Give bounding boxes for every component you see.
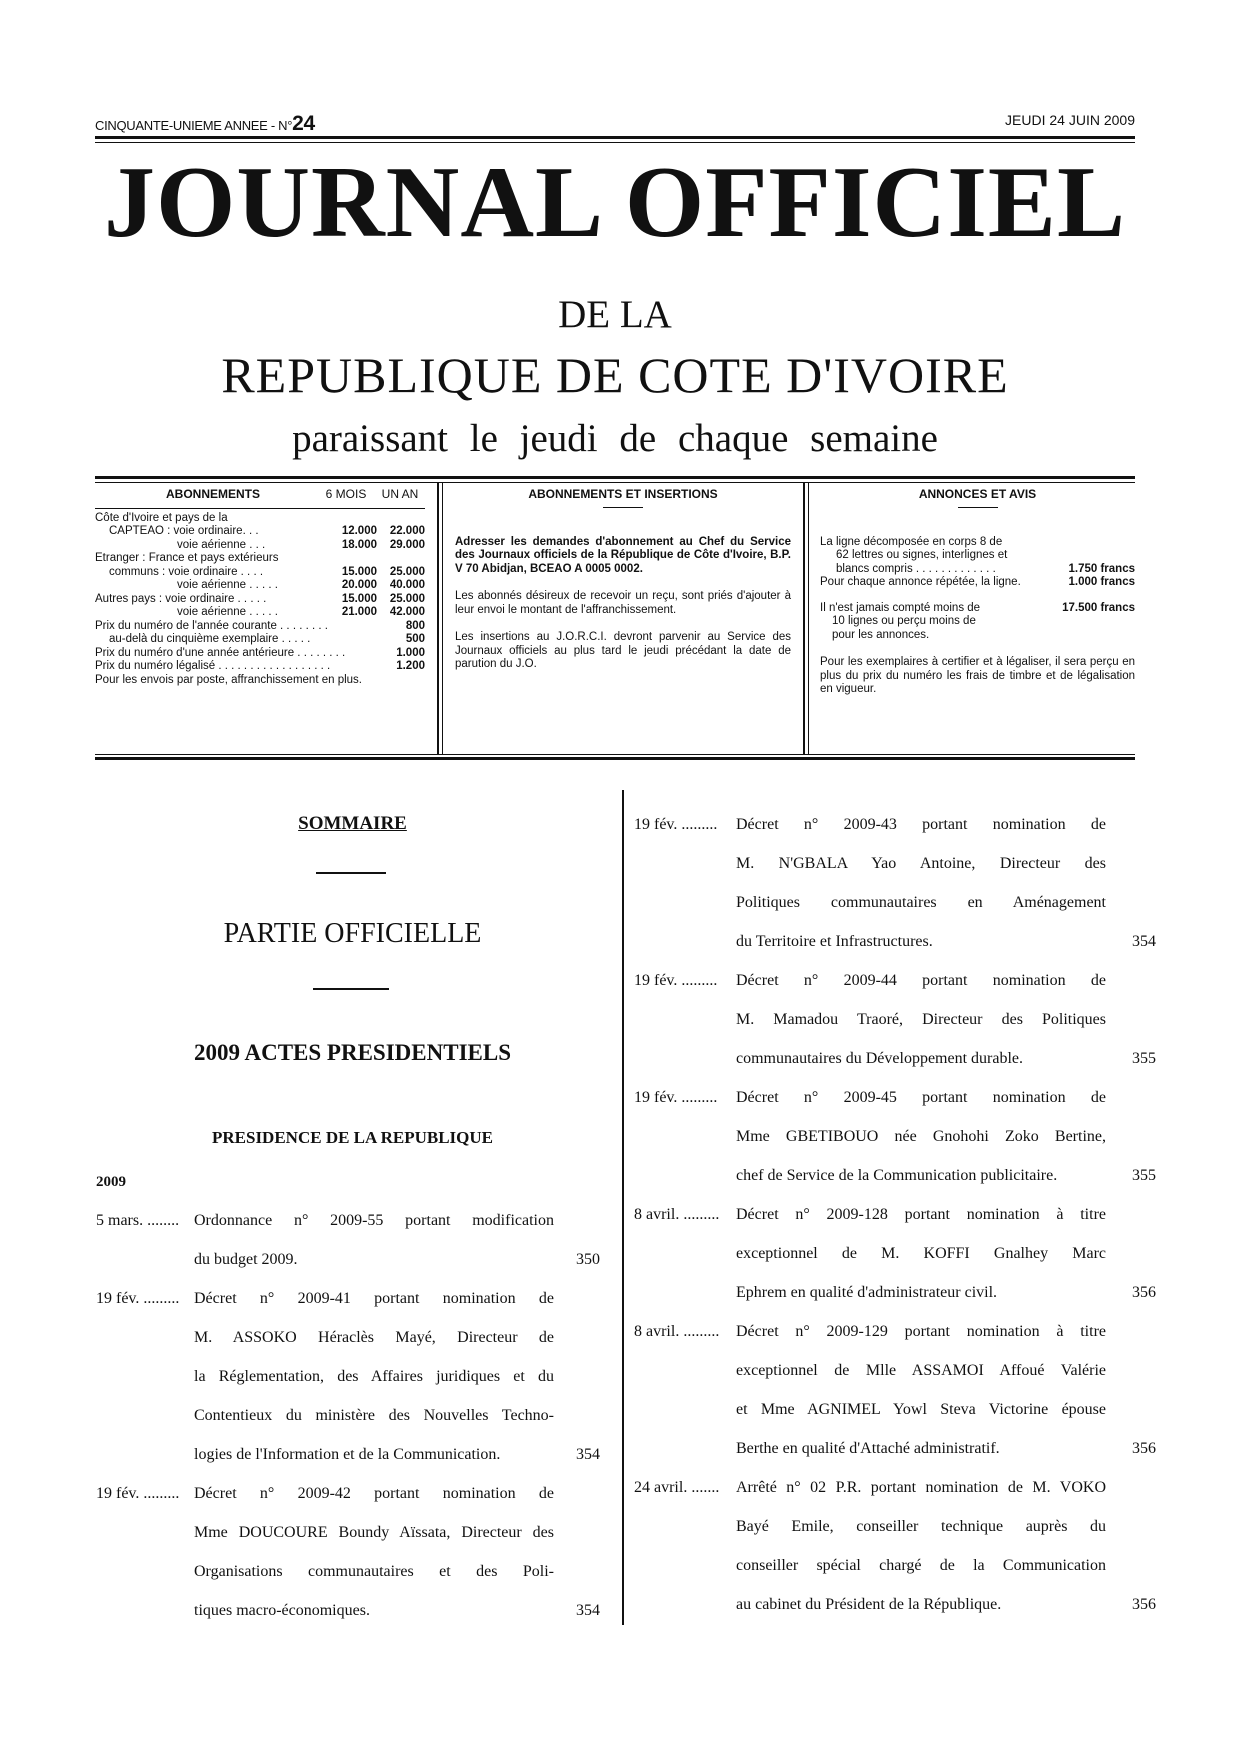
sommaire-entry [96,1201,600,1279]
entry-text [194,1279,554,1474]
partie-rule [313,988,389,990]
journal-title: JOURNAL OFFICIEL [104,146,1126,259]
abonnements-row [95,566,425,580]
entry-line: Berthe en qualité d'Attaché administratif. [736,1440,1000,1457]
entry-date: 19 fév. ......... [634,1089,718,1106]
annonces-row-5 [820,602,1135,616]
abonnements-unan-value [377,512,425,526]
abonnements-row [95,633,425,647]
insertions-receipt: Les abonnés désireux de recevoir un reçu, sont priés d'ajouter à leur envoi le montant de l'affranchissement. [455,590,791,616]
box-bottom-rule [95,757,1135,760]
entry-line: Organisations communautaires et des Poli- [194,1563,554,1580]
box-divider-1b [442,482,443,754]
insertions-box [455,488,791,744]
abonnements-row [95,552,425,566]
annonces-line-6: 10 lignes ou perçu moins de [832,615,976,627]
abonnements-unan-value: 25.000 [389,592,425,605]
entry-line: Décret n° 2009-45 portant nomination de [736,1089,1106,1106]
abonnements-6mois-value: 15.000 [341,565,377,578]
entry-line: exceptionnel de M. KOFFI Gnalhey Marc [736,1245,1106,1262]
entry-line: exceptionnel de Mlle ASSAMOI Affoué Valérie [736,1362,1106,1379]
entry-line: Ephrem en qualité d'administrateur civil. [736,1284,998,1301]
annonces-line-7: pour les annonces. [832,628,930,641]
annonces-box [820,488,1135,744]
actes-presidentiels: 2009 ACTES PRESIDENTIELS [194,1040,511,1065]
entry-text [194,1201,554,1279]
entry-date: 19 fév. ......... [634,972,718,989]
box-divider-2 [803,482,805,754]
entry-page: 354 [576,1602,600,1619]
insertions-heading: ABONNEMENTS ET INSERTIONS [528,487,718,501]
entry-date: 19 fév. ......... [634,816,718,833]
entry-date: 24 avril. ....... [634,1479,720,1496]
annonces-price-2: 1.000 francs [1068,576,1135,588]
sommaire-entry [96,1279,600,1474]
box-top-rule [95,476,1135,479]
sommaire-entry [634,961,1156,1078]
sommaire-entry [634,805,1156,961]
abonnements-unan-value: 40.000 [389,579,425,591]
abonnements-6mois-value [322,633,377,647]
abonnements-6mois-value [330,660,381,674]
entry-text [736,1312,1106,1468]
sommaire-entry [634,1078,1156,1195]
sommaire-entry [96,1474,600,1630]
box-bottom-rule-thin [95,754,1135,755]
entry-text [736,1468,1106,1624]
abonnements-unan-value: 800 [405,619,425,632]
de-la: DE LA [558,293,672,336]
abonnements-row [95,606,425,620]
abonnements-unan-value [396,674,425,688]
tagline: paraissant le jeudi de chaque semaine [292,417,938,460]
abonnements-row [95,593,425,607]
entry-line: M. N'GBALA Yao Antoine, Directeur des [736,855,1106,872]
edition-label: CINQUANTE-UNIEME ANNEE - N° [95,118,293,133]
entry-line: la Réglementation, des Affaires juridiques et du [194,1368,554,1385]
entry-line: du budget 2009. [194,1251,298,1268]
abonnements-underline-row [95,502,425,512]
annonces-certification: Pour les exemplaires à certifier et à légaliser, il sera perçu en plus du prix du numéro les frais de timbre et de légalisation en vigueur. [820,656,1135,695]
abonnements-6mois-value: 12.000 [341,525,377,537]
entry-page: 355 [1132,1167,1156,1184]
abonnements-row [95,647,425,661]
abonnements-row [95,525,425,539]
abonnements-label: Pour les envois par poste, affranchissement en plus. [95,673,362,686]
col-unan: UN AN [381,487,419,501]
abonnements-label: au-delà du cinquième exemplaire . . . . . [109,633,311,645]
entry-page: 356 [1132,1284,1156,1301]
entry-line: tiques macro-économiques. [194,1602,370,1619]
sommaire-rule [316,872,386,874]
entry-text [736,961,1106,1078]
abonnements-6mois-value [345,647,388,661]
abonnements-heading: ABONNEMENTS [165,487,260,501]
entry-line: Décret n° 2009-129 portant nomination à titre [736,1323,1106,1340]
header-rule-thin [95,142,1135,143]
edition-line [95,112,315,136]
entry-date: 8 avril. ......... [634,1206,720,1223]
annonces-line-5: Il n'est jamais compté moins de [820,601,981,614]
entry-date: 19 fév. ......... [96,1290,180,1307]
entry-date: 8 avril. ......... [634,1323,720,1340]
abonnements-unan-value: 25.000 [389,565,425,578]
entry-line: Décret n° 2009-128 portant nomination à titre [736,1206,1106,1223]
abonnements-6mois-value: 15.000 [341,592,377,605]
entry-page: 354 [1132,933,1156,950]
partie-officielle: PARTIE OFFICIELLE [223,918,482,949]
entry-text [736,805,1106,961]
entry-date: 5 mars. ........ [96,1212,180,1229]
abonnements-unan-value: 1.000 [396,646,425,659]
abonnements-unan-value: 42.000 [389,606,425,618]
insertions-deadline: Les insertions au J.O.R.C.I. devront parvenir au Service des Journaux officiels au plus tard le jeudi précédant la date de parution du J.O. [455,631,791,670]
entry-text [736,1195,1106,1312]
issue-date: JEUDI 24 JUIN 2009 [1005,112,1135,128]
entry-line: Contentieux du ministère des Nouvelles Techno- [194,1407,554,1424]
abonnements-underline [95,508,425,509]
annonces-line-2: 62 lettres ou signes, interlignes et [836,549,1008,561]
abonnements-unan-value: 500 [405,633,425,645]
insertions-address: Adresser les demandes d'abonnement au Chef du Service des Journaux officiels de la République de Côte d'Ivoire, B.P. V 70 Abidjan, BCEAO A 0005 0002. [455,535,791,575]
entry-line: conseiller spécial chargé de la Communication [736,1557,1106,1574]
entry-line: Décret n° 2009-42 portant nomination de [194,1485,554,1502]
entry-line: Mme GBETIBOUO née Gnohohi Zoko Bertine, [736,1128,1106,1145]
abonnements-label: Prix du numéro légalisé . . . . . . . . . . . . . . . . . . [95,660,331,672]
republic-name: REPUBLIQUE DE COTE D'IVOIRE [221,347,1009,403]
abonnements-label: Côte d'Ivoire et pays de la [95,511,228,524]
annonces-price-3: 17.500 francs [1062,601,1135,614]
entry-line: logies de l'Information et de la Communication. [194,1446,501,1463]
abonnements-6mois-value [322,552,377,566]
entry-line: communautaires du Développement durable. [736,1050,1024,1067]
abonnements-row [95,674,425,688]
abonnements-unan-value: 22.000 [389,525,425,537]
col-6mois: 6 MOIS [325,487,367,501]
abonnements-label: voie aérienne . . . [177,538,266,551]
header-rule [95,136,1135,139]
abonnements-unan-value: 1.200 [396,660,425,672]
abonnements-table [95,512,425,688]
sommaire-entry [634,1468,1156,1624]
entry-page: 350 [576,1251,600,1268]
entry-text [194,1474,554,1630]
presidence-heading: PRESIDENCE DE LA REPUBLIQUE [211,1128,494,1147]
entry-line: Mme DOUCOURE Boundy Aïssata, Directeur des [194,1524,554,1541]
entry-line: Décret n° 2009-44 portant nomination de [736,972,1106,989]
abonnements-label: Prix du numéro d'une année antérieure . . . . . . . . [95,646,346,659]
sommaire-entry [634,1312,1156,1468]
annonces-line-4: Pour chaque annonce répétée, la ligne. [820,576,1021,588]
abonnements-box [95,488,425,744]
entry-line: du Territoire et Infrastructures. [736,933,933,950]
abonnements-row [95,579,425,593]
issue-number: 24 [292,112,315,135]
annonces-line-3: blancs compris . . . . . . . . . . . . . [836,562,996,575]
entry-line: M. ASSOKO Héraclès Mayé, Directeur de [194,1329,554,1346]
abonnements-label: communs : voie ordinaire . . . . [109,565,264,578]
entry-line: au cabinet du Président de la République. [736,1596,1002,1613]
annonces-row-3 [820,563,1135,577]
column-divider [622,790,624,1625]
annonces-price-1: 1.750 francs [1068,562,1135,575]
abonnements-6mois-value: 21.000 [341,606,377,618]
entry-line: M. Mamadou Traoré, Directeur des Politiques [736,1011,1106,1028]
annonces-line-1: La ligne décomposée en corps 8 de [820,535,1003,548]
entry-line: Politiques communautaires en Aménagement [736,894,1106,911]
entry-date: 19 fév. ......... [96,1485,180,1502]
box-top-rule-thin [95,482,1135,483]
abonnements-label: Etranger : France et pays extérieurs [95,552,279,564]
abonnements-label: voie aérienne . . . . . [177,606,279,618]
box-divider-1 [437,482,439,754]
abonnements-row [95,620,425,634]
abonnements-label: Prix du numéro de l'année courante . . . . . . . . [95,619,328,632]
abonnements-6mois-value [322,512,377,526]
abonnements-header [95,488,425,502]
abonnements-6mois-value [362,674,396,688]
entry-line: Bayé Emile, conseiller technique auprès du [736,1518,1106,1535]
annonces-underline [958,507,998,508]
annonces-heading: ANNONCES ET AVIS [918,487,1037,501]
entry-page: 356 [1132,1440,1156,1457]
entry-page: 356 [1132,1596,1156,1613]
abonnements-label: Autres pays : voie ordinaire . . . . . [95,592,267,605]
abonnements-6mois-value: 18.000 [341,538,377,551]
entry-line: Ordonnance n° 2009-55 portant modification [194,1212,554,1229]
abonnements-6mois-value [328,620,380,634]
abonnements-row [95,512,425,526]
abonnements-row [95,539,425,553]
abonnements-row [95,660,425,674]
entry-line: Décret n° 2009-43 portant nomination de [736,816,1106,833]
entry-text [736,1078,1106,1195]
entry-line: Arrêté n° 02 P.R. portant nomination de M. VOKO [736,1479,1106,1496]
abonnements-unan-value [377,552,425,566]
annonces-row-4 [820,576,1135,590]
entry-page: 355 [1132,1050,1156,1067]
entry-line: Décret n° 2009-41 portant nomination de [194,1290,554,1307]
abonnements-label: voie aérienne . . . . . [177,579,279,591]
year-label: 2009 [96,1174,126,1190]
sommaire-title: SOMMAIRE [298,813,407,834]
abonnements-unan-value: 29.000 [389,538,425,551]
abonnements-label: CAPTEAO : voie ordinaire. . . [109,525,259,537]
abonnements-6mois-value: 20.000 [341,579,377,591]
entry-page: 354 [576,1446,600,1463]
entry-line: chef de Service de la Communication publicitaire. [736,1167,1058,1184]
sommaire-entry [634,1195,1156,1312]
entry-line: et Mme AGNIMEL Yowl Steva Victorine épouse [736,1401,1106,1418]
insertions-underline [603,507,643,508]
box-divider-2b [808,482,809,754]
